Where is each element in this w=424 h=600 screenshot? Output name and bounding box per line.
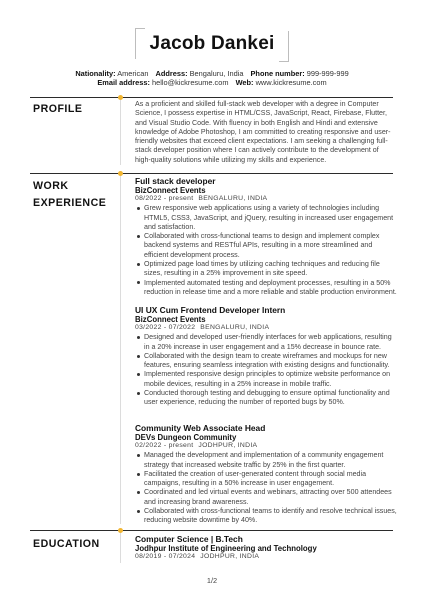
- job-bullet: Conducted thorough testing and debugging to ensure optimal functionality and user experience, reducing the number of reported bugs by 50%.: [135, 389, 397, 408]
- education-dates: 08/2019 - 07/2024: [135, 553, 196, 561]
- job-bullet: Facilitated the creation of user-generated content through social media campaigns, resulting in a 50% increase in user engagement.: [135, 470, 397, 489]
- job-dates: 02/2022 - present: [135, 442, 194, 450]
- job-bullets: [135, 204, 397, 297]
- job-dates: 03/2022 - 07/2022: [135, 324, 196, 332]
- job-entry: [135, 424, 397, 526]
- education-heading: EDUCATION: [33, 538, 100, 550]
- profile-heading: PROFILE: [33, 103, 83, 115]
- phone-value: 999-999-999: [306, 69, 349, 78]
- contact-line-1: [0, 69, 424, 78]
- page-number: 1/2: [206, 576, 218, 585]
- job-entry: [135, 177, 397, 297]
- education-meta: [135, 553, 397, 562]
- job-bullet: Designed and developed user-friendly interfaces for web applications, resulting in a 20% increase in user engagement and a 15% decrease in bounce rate.: [135, 333, 397, 352]
- work-timeline: [120, 176, 121, 524]
- job-title: Full stack developer: [135, 176, 216, 186]
- job-bullet: Managed the development and implementation of a community engagement strategy that increased website traffic by 25% in the first quarter.: [135, 451, 397, 470]
- job-location: BENGALURU, INDIA: [200, 324, 270, 332]
- contact-line-2: [0, 78, 424, 87]
- job-bullet: Collaborated with cross-functional teams to design and implement complex backend systems and RESTful APIs, resulting in a more streamlined and efficient development process.: [135, 232, 397, 260]
- profile-timeline: [120, 100, 121, 165]
- job-bullet: Collaborated with cross-functional teams to identify and resolve technical issues, reducing website downtime by 40%.: [135, 507, 397, 526]
- job-bullet: Implemented automated testing and deployment processes, resulting in a 50% reduction in release time and a more reliable and stable production environment.: [135, 279, 397, 298]
- job-bullet: Collaborated with the design team to create wireframes and mockups for new features, ensuring seamless integration with existing designs and functionality.: [135, 352, 397, 371]
- nationality-label: Nationality:: [75, 69, 116, 78]
- web-link[interactable]: www.kickresume.com: [255, 78, 327, 87]
- job-title: UI UX Cum Frontend Developer Intern: [135, 305, 286, 315]
- job-meta: [135, 195, 397, 204]
- education-school: Jodhpur Institute of Engineering and Technology: [135, 544, 317, 554]
- address-label: Address:: [155, 69, 188, 78]
- job-dates: 08/2022 - present: [135, 195, 194, 203]
- email-label: Email address:: [97, 78, 150, 87]
- job-company: DEVs Dungeon Community: [135, 433, 237, 443]
- profile-text: As a proficient and skilled full-stack web developer with a degree in Computer Science, I possess expertise in HTML/CSS, JavaScript, React, Firebase, Flutter, and Visual Studio Code. With fluency in both English and Hindi and extensive knowledge of Adobe Photoshop, I am committed to creating responsive and user-friendly websites that exceed client expectations. I am seeking a challenging full-stack developer position where I can actively contribute to the development of high-quality solutions while utilizing my skills and experience.: [135, 100, 391, 164]
- job-bullets: [135, 451, 397, 525]
- profile-divider: [30, 97, 393, 98]
- name-frame: [135, 28, 289, 62]
- education-timeline: [120, 533, 121, 563]
- web-label: Web:: [235, 78, 254, 87]
- address-value: Bengaluru, India: [189, 69, 244, 78]
- education-divider: [30, 530, 393, 531]
- job-entry: [135, 306, 397, 408]
- work-divider: [30, 173, 393, 174]
- job-company: BizConnect Events: [135, 315, 206, 325]
- education-entry: [135, 535, 397, 562]
- phone-label: Phone number:: [250, 69, 305, 78]
- work-heading: WORK EXPERIENCE: [33, 180, 107, 209]
- job-meta: [135, 442, 397, 451]
- job-bullet: Implemented responsive design principles to optimize website performance on mobile devices, resulting in a 25% increase in mobile traffic.: [135, 370, 397, 389]
- job-location: JODHPUR, INDIA: [198, 442, 258, 450]
- education-degree: Computer Science | B.Tech: [135, 534, 243, 544]
- job-meta: [135, 324, 397, 333]
- nationality-value: American: [117, 69, 149, 78]
- education-location: JODHPUR, INDIA: [200, 553, 260, 561]
- job-location: BENGALURU, INDIA: [198, 195, 268, 203]
- job-bullet: Optimized page load times by utilizing caching techniques and reducing file sizes, resulting in a 25% improvement in site speed.: [135, 260, 397, 279]
- job-bullets: [135, 333, 397, 407]
- job-company: BizConnect Events: [135, 186, 206, 196]
- job-bullet: Grew responsive web applications using a variety of technologies including HTML5, CSS3, JavaScript, and jQuery, resulting in increased user engagement and satisfaction.: [135, 204, 397, 232]
- job-title: Community Web Associate Head: [135, 423, 266, 433]
- resume-name: Jacob Dankei: [149, 33, 275, 54]
- email-link[interactable]: hello@kickresume.com: [152, 78, 229, 87]
- job-bullet: Coordinated and led virtual events and webinars, attracting over 500 attendees and increasing brand awareness.: [135, 488, 397, 507]
